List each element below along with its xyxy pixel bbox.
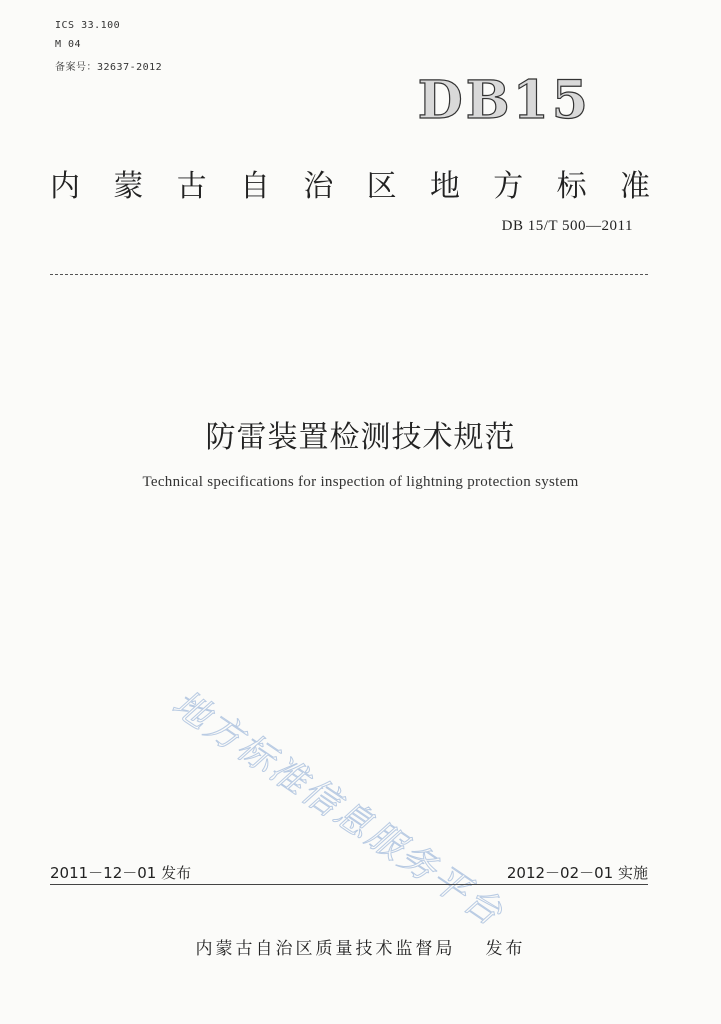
standard-type-char: 准 [619, 169, 650, 204]
classification-code: M 04 [55, 39, 82, 50]
title-english: Technical specifications for inspection of lightning protection system [142, 474, 579, 490]
standard-type-char: 区 [366, 169, 397, 204]
db15-logo: DB15 [417, 70, 591, 131]
standard-type-char: 方 [493, 169, 524, 204]
standard-type-char: 古 [176, 169, 207, 204]
standard-type-char: 内 [50, 169, 80, 204]
issuer-line [0, 934, 721, 959]
watermark: 地方标准信息服务平台 [164, 682, 512, 936]
implementation-date: 2012－02－01 实施 [506, 864, 648, 882]
standard-type-char: 标 [556, 169, 587, 204]
bottom-divider [50, 884, 648, 885]
ics-code: ICS 33.100 [55, 20, 121, 31]
standard-type-char: 地 [429, 169, 460, 204]
publish-date: 2011－12－01 发布 [50, 864, 192, 882]
standard-type-char: 治 [303, 169, 334, 204]
standard-code: DB 15/T 500—2011 [501, 218, 633, 234]
title-chinese: 防雷装置检测技术规范 [205, 420, 516, 455]
issuer-name: 内蒙古自治区质量技术监督局 [195, 939, 456, 959]
standard-type-heading [50, 161, 650, 205]
record-number: 备案号：32637-2012 [55, 62, 163, 73]
standard-type-char: 自 [239, 169, 270, 204]
top-divider [50, 274, 648, 275]
standard-type-char: 蒙 [113, 169, 144, 204]
issuer-action: 发布 [485, 939, 526, 959]
